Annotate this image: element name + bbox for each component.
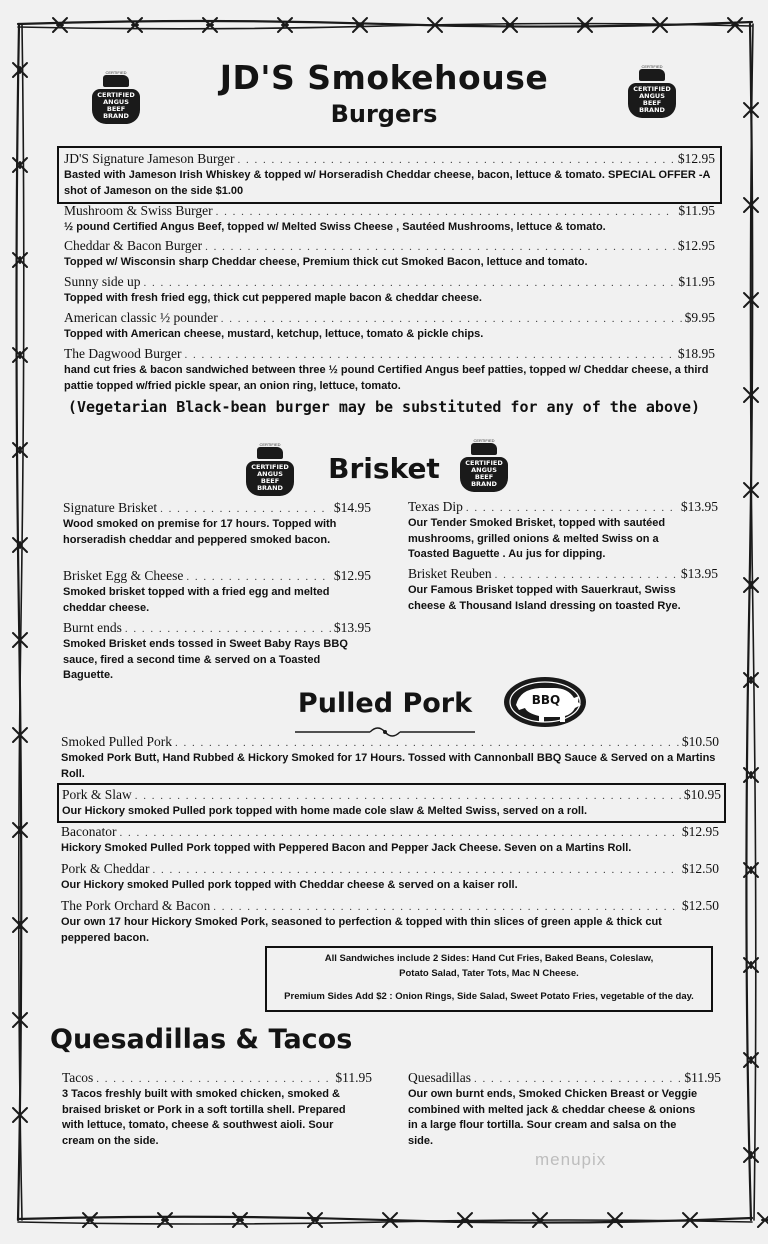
wire-barb (13, 538, 27, 552)
wire-barb (53, 18, 67, 32)
wire-barb (353, 18, 367, 32)
logo-line1: CERTIFIED (97, 91, 135, 99)
cow-icon (257, 447, 283, 459)
wire-barb (13, 253, 27, 267)
restaurant-title: JD'S Smokehouse (219, 58, 549, 97)
cow-icon (639, 69, 665, 81)
bbq-pig-badge (502, 675, 588, 729)
logo-badge (246, 461, 294, 496)
bbq-badge-text: BBQ (531, 693, 561, 707)
logo-line2: ANGUS BEEF (103, 98, 129, 113)
wire-barb (13, 443, 27, 457)
menu-item-pork-slaw (57, 783, 726, 823)
item-description: Topped with fresh fried egg, thick cut peppered maple bacon & cheddar cheese. (64, 292, 482, 304)
item-name: Mushroom & Swiss Burger (64, 203, 213, 218)
item-name: Brisket Egg & Cheese (63, 568, 184, 583)
logo-line2: ANGUS BEEF (257, 470, 283, 485)
vegetarian-note: (Vegetarian Black-bean burger may be substituted for any of the above) (67, 398, 701, 416)
item-name: The Dagwood Burger (64, 346, 182, 361)
wire-barb (13, 918, 27, 932)
item-price: $11.95 (678, 203, 715, 218)
item-name: Cheddar & Bacon Burger (64, 238, 203, 253)
item-price: $18.95 (677, 346, 715, 361)
section-title-burgers: Burgers (330, 100, 438, 128)
item-description: Smoked Pork Butt, Hand Rubbed & Hickory Smoked for 17 Hours. Tossed with Cannonball BBQ Sauce & Served on a Martins Roll. (61, 752, 716, 780)
cow-icon (103, 75, 129, 87)
cow-icon (471, 443, 497, 455)
item-description: Our own 17 hour Hickory Smoked Pork, seasoned to perfection & topped with thin slices of green apple & thick cut peppered bacon. (61, 916, 662, 944)
item-name: American classic ½ pounder (64, 310, 218, 325)
item-name: Sunny side up (64, 274, 141, 289)
item-price: $13.95 (333, 620, 371, 635)
item-price: $12.95 (333, 568, 371, 583)
logo-badge (628, 83, 676, 118)
item-description: Our Famous Brisket topped with Sauerkraut, Swiss cheese & Thousand Island dressing on toasted Rye. (408, 584, 681, 612)
item-description: Our Hickory smoked Pulled pork topped with Cheddar cheese & served on a kaiser roll. (61, 879, 518, 891)
item-description: ½ pound Certified Angus Beef, topped w/ Melted Swiss Cheese , Sautéed Mushrooms, lettuce & tomato. (64, 221, 606, 233)
menu-item-burnt-ends (63, 620, 371, 684)
item-price: $13.95 (680, 499, 718, 514)
wire-barb (578, 18, 592, 32)
section-title-brisket: Brisket (328, 452, 440, 485)
item-price: $9.95 (684, 310, 715, 325)
logo-top-text: CERTIFIED (641, 64, 663, 69)
section-title-pulled-pork: Pulled Pork (297, 688, 473, 719)
logo-line1: CERTIFIED (633, 85, 671, 93)
menu-item-dagwood-burger (64, 346, 715, 394)
item-description: 3 Tacos freshly built with smoked chicken, smoked & braised brisket or Pork in a soft tortilla shell. Prepared with lettuce, tomato, cheese & southwest aioli. Sour cream on the side. (62, 1088, 346, 1147)
sides-line: All Sandwiches include 2 Sides: Hand Cut Fries, Baked Beans, Coleslaw, (324, 953, 654, 964)
section-title-quesadillas-tacos: Quesadillas & Tacos (50, 1024, 353, 1055)
wire-barb (278, 18, 292, 32)
logo-line1: CERTIFIED (465, 459, 503, 467)
menu-item-signature-brisket (63, 500, 371, 548)
item-description: Basted with Jameson Irish Whiskey & topped w/ Horseradish Cheddar cheese, bacon, lettuce & tomato. SPECIAL OFFER -A shot of Jameson on the side $1.00 (64, 169, 711, 197)
wire-barb (744, 673, 758, 687)
item-name: Pork & Slaw (62, 787, 132, 802)
item-name: Quesadillas (408, 1070, 471, 1085)
menu-item-quesadillas (408, 1070, 721, 1149)
menu-item-pork-cheddar (61, 861, 719, 894)
premium-sides-line: Premium Sides Add $2 : Onion Rings, Side Salad, Sweet Potato Fries, vegetable of the day. (284, 991, 694, 1002)
item-description: Our own burnt ends, Smoked Chicken Breast or Veggie combined with melted jack & cheddar cheese & onions in a large flour tortilla. Sour cream and salsa on the side. (408, 1088, 698, 1147)
wire-barb (758, 1213, 768, 1227)
logo-top-text: CERTIFIED (259, 442, 281, 447)
wire-barb (128, 18, 142, 32)
menu-item-pork-orchard-bacon (61, 898, 719, 946)
item-description: Topped with American cheese, mustard, ketchup, lettuce, tomato & pickle chips. (64, 328, 484, 340)
sides-line: Potato Salad, Tater Tots, Mac N Cheese. (399, 968, 579, 979)
sides-info-box (265, 946, 713, 1012)
certified-angus-beef-logo (460, 438, 508, 492)
item-name: Texas Dip (408, 499, 463, 514)
item-price: $12.50 (681, 898, 719, 913)
certified-angus-beef-logo (246, 442, 294, 496)
item-name: Pork & Cheddar (61, 861, 150, 876)
item-price: $13.95 (680, 566, 718, 581)
menu-item-american-classic (64, 310, 715, 343)
item-name: The Pork Orchard & Bacon (61, 898, 211, 913)
menu-item-baconator (61, 824, 719, 857)
wire-barb (308, 1213, 322, 1227)
logo-line1: CERTIFIED (251, 463, 289, 471)
item-name: Baconator (61, 824, 117, 839)
wire-barb (13, 158, 27, 172)
item-name: Brisket Reuben (408, 566, 492, 581)
menu-item-cheddar-bacon (64, 238, 715, 271)
item-name: Smoked Pulled Pork (61, 734, 173, 749)
item-price: $11.95 (684, 1070, 721, 1085)
logo-badge (92, 89, 140, 124)
menu-item-jameson-burger (57, 146, 722, 204)
item-price: $11.95 (335, 1070, 372, 1085)
logo-brand: BRAND (257, 484, 283, 492)
item-price: $12.95 (681, 824, 719, 839)
item-description: Wood smoked on premise for 17 hours. Topped with horseradish cheddar and peppered smoked bacon. (63, 518, 337, 546)
logo-top-text: CERTIFIED (105, 70, 127, 75)
wire-barb (233, 1213, 247, 1227)
item-name: Burnt ends (63, 620, 122, 635)
item-description: Our Hickory smoked Pulled pork topped with home made cole slaw & Melted Swiss, served on a roll. (62, 805, 588, 817)
item-description: Topped w/ Wisconsin sharp Cheddar cheese, Premium thick cut Smoked Bacon, lettuce and tomato. (64, 256, 588, 268)
item-price: $14.95 (333, 500, 371, 515)
certified-angus-beef-logo (92, 70, 140, 124)
menu-item-sunny-side-up (64, 274, 715, 307)
logo-brand: BRAND (639, 106, 665, 114)
item-name: Signature Brisket (63, 500, 158, 515)
certified-angus-beef-logo (628, 64, 676, 118)
item-description: Smoked brisket topped with a fried egg and melted cheddar cheese. (63, 586, 330, 614)
item-price: $11.95 (678, 274, 715, 289)
logo-top-text: CERTIFIED (473, 438, 495, 443)
menu-item-mushroom-swiss (64, 203, 715, 236)
logo-line2: ANGUS BEEF (471, 466, 497, 481)
wire-barb (744, 578, 758, 592)
item-description: Our Tender Smoked Brisket, topped with sautéed mushrooms, grilled onions & melted Swiss on a Toasted Baguette . Au jus for dipping. (408, 517, 666, 560)
wire-barb (158, 1213, 172, 1227)
item-description: Smoked Brisket ends tossed in Sweet Baby Rays BBQ sauce, fired a second time & served on a Toasted Baguette. (63, 638, 348, 681)
item-price: $12.50 (681, 861, 719, 876)
wire-barb (13, 348, 27, 362)
menu-item-brisket-egg-cheese (63, 568, 371, 616)
wire-barb (503, 18, 517, 32)
watermark: menupix (535, 1150, 607, 1169)
wire-barb (83, 1213, 97, 1227)
logo-line2: ANGUS BEEF (639, 92, 665, 107)
item-price: $12.95 (677, 238, 715, 253)
item-description: hand cut fries & bacon sandwiched between three ½ pound Certified Angus beef patties, topped w/ Cheddar cheese, a third pattie topped w/fried pickle spear, an onion ring, lettuce, tomato. (64, 364, 709, 392)
item-price: $10.50 (681, 734, 719, 749)
item-name: JD'S Signature Jameson Burger (64, 151, 235, 166)
logo-badge (460, 457, 508, 492)
menu-item-tacos (62, 1070, 372, 1149)
item-description: Hickory Smoked Pulled Pork topped with Peppered Bacon and Pepper Jack Cheese. Seven on a Martins Roll. (61, 842, 632, 854)
wire-barb (744, 1148, 758, 1162)
item-name: Tacos (62, 1070, 94, 1085)
menu-item-texas-dip (408, 499, 718, 563)
logo-brand: BRAND (471, 480, 497, 488)
item-price: $12.95 (677, 151, 715, 166)
menu-item-brisket-reuben (408, 566, 718, 614)
menu-item-smoked-pulled-pork (61, 734, 719, 782)
logo-brand: BRAND (103, 112, 129, 120)
item-price: $10.95 (683, 787, 721, 802)
